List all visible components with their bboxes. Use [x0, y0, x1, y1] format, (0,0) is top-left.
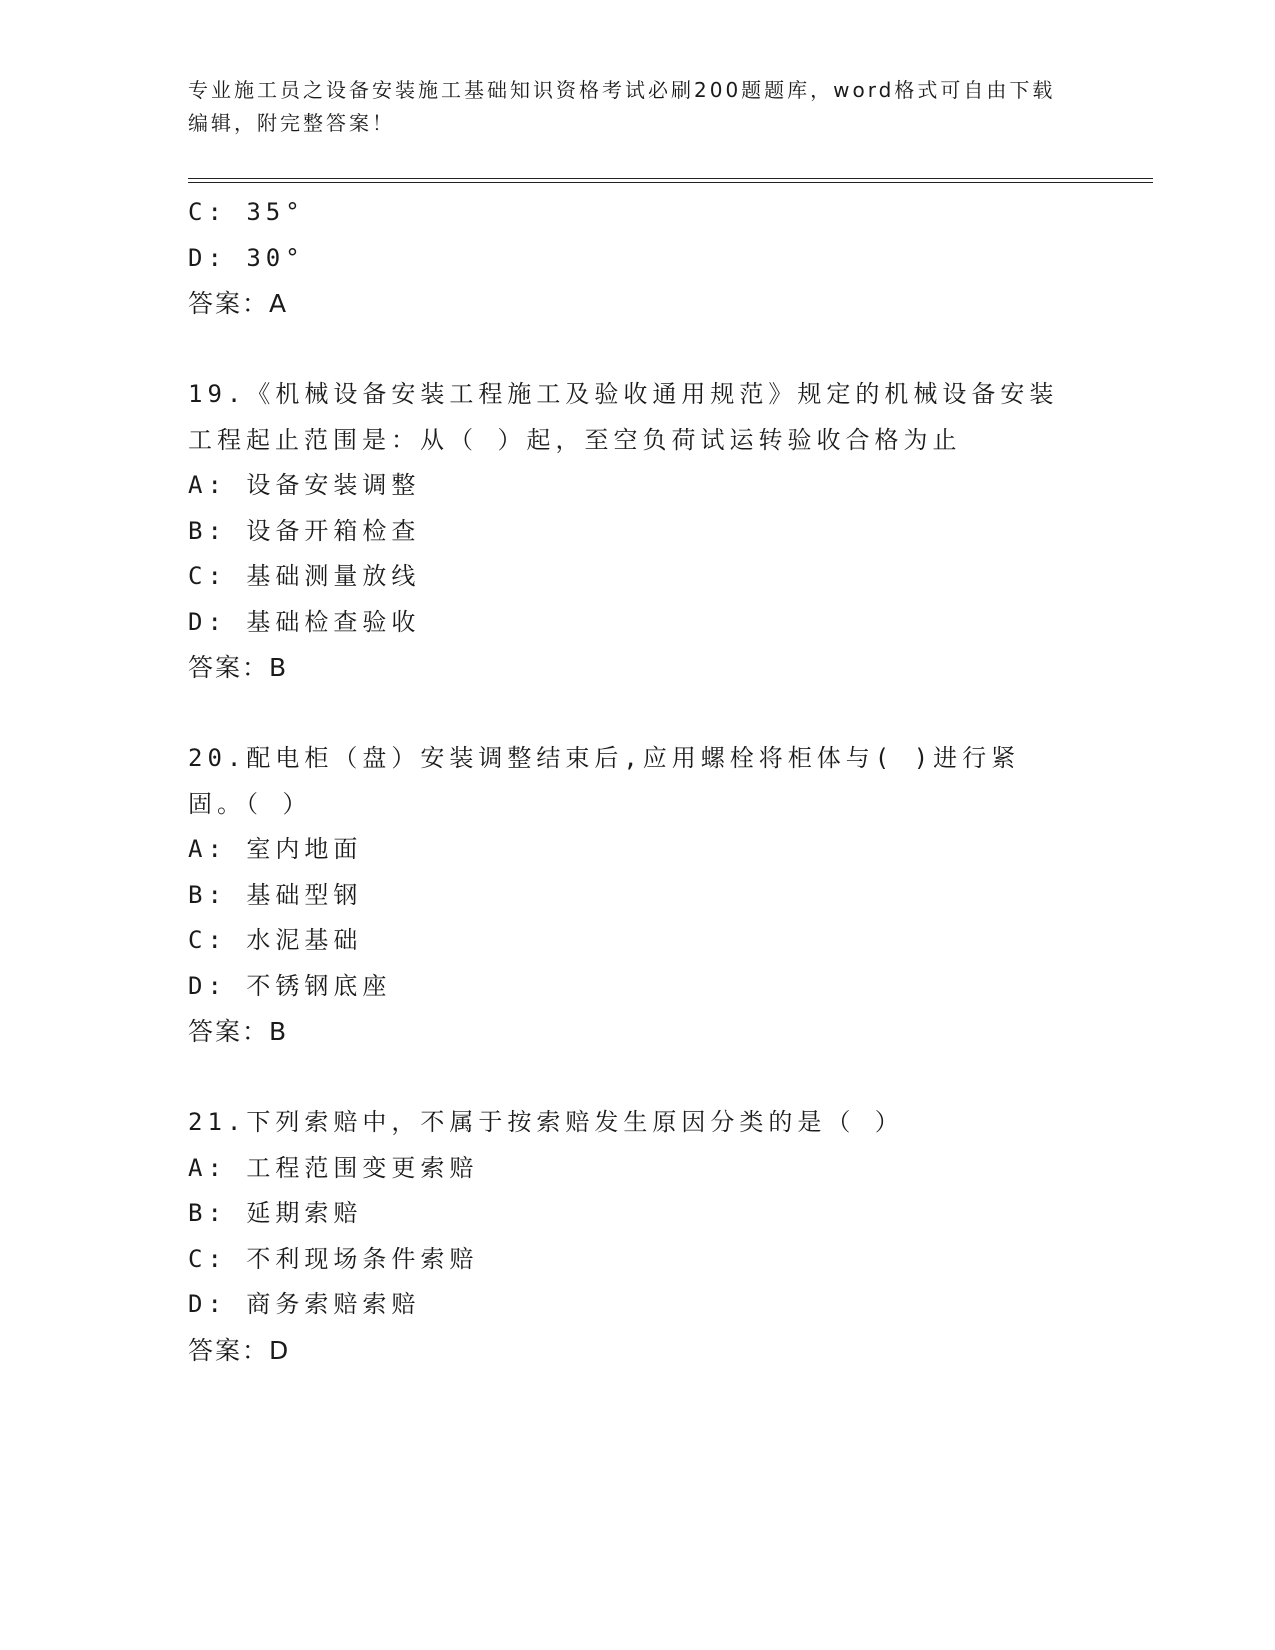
question-list	[188, 190, 1088, 1373]
option-d: D: 基础检查验收	[188, 607, 421, 636]
option-a: A: 设备安装调整	[188, 471, 421, 499]
document-header: 专业施工员之设备安装施工基础知识资格考试必刷200题题库，word格式可自由下载编辑，附完整答案！	[188, 78, 1056, 135]
spacer	[188, 327, 1088, 373]
spacer	[188, 1055, 1088, 1101]
option-c: C: 水泥基础	[188, 926, 363, 954]
question-title: 19.《机械设备安装工程施工及验收通用规范》规定的机械设备安装工程起止范围是：从（ ）起，至空负荷试运转验收合格为止	[188, 380, 1059, 454]
header-rule-top	[188, 178, 1153, 179]
answer-line: 答案：B	[188, 1017, 289, 1046]
option-b: B: 延期索赔	[188, 1199, 363, 1227]
answer-line: 答案：D	[188, 1335, 291, 1365]
option-b: B: 基础型钢	[188, 880, 363, 909]
spacer	[188, 691, 1088, 737]
option-d: D: 30°	[188, 243, 305, 272]
option-a: A: 工程范围变更索赔	[188, 1153, 479, 1182]
header-rule-bottom	[188, 182, 1153, 183]
option-c: C: 基础测量放线	[188, 562, 421, 590]
option-c: C: 不利现场条件索赔	[188, 1244, 479, 1273]
option-d: D: 不锈钢底座	[188, 971, 392, 1000]
answer-line: 答案：B	[188, 653, 289, 682]
answer-line: 答案：A	[188, 289, 289, 318]
question-title: 20.配电柜（盘）安装调整结束后,应用螺栓将柜体与( )进行紧固。（ ）	[188, 744, 1021, 818]
option-c: C: 35°	[188, 198, 305, 226]
option-d: D: 商务索赔索赔	[188, 1290, 421, 1318]
option-b: B: 设备开箱检查	[188, 516, 421, 545]
option-a: A: 室内地面	[188, 835, 363, 863]
question-title: 21.下列索赔中，不属于按索赔发生原因分类的是（ ）	[188, 1108, 904, 1136]
